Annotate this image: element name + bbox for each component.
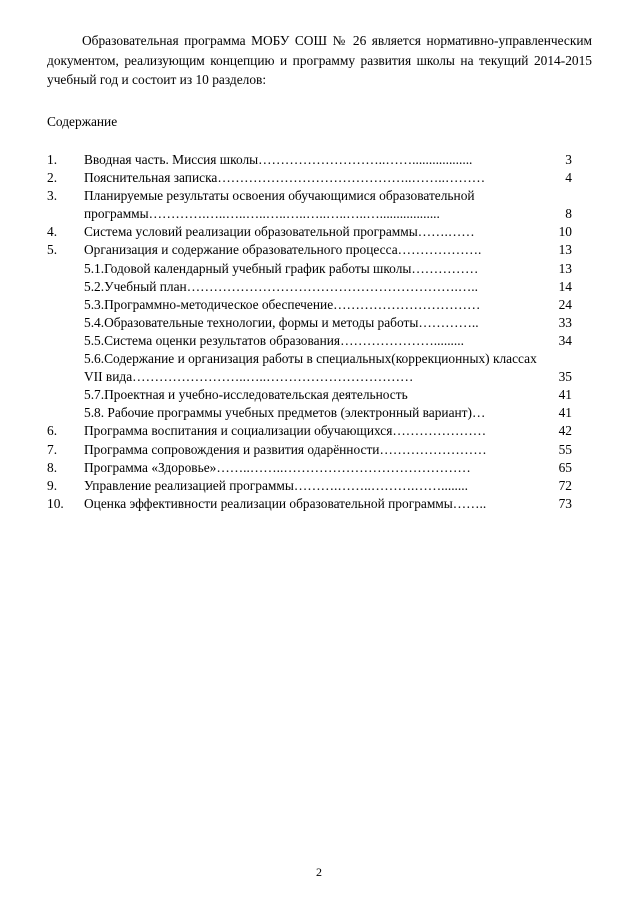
toc-entry-number: 8.: [47, 459, 58, 475]
toc-entry-page: 13: [558, 260, 572, 276]
toc-entry-number: 10.: [47, 495, 64, 511]
toc-entry-title: Программа сопровождения и развития одарённости……………………: [84, 441, 487, 457]
toc-entry-page: 4: [565, 170, 572, 186]
toc-entry-page: 8: [565, 206, 572, 222]
toc-entry-title: Организация и содержание образовательного процесса……………….: [84, 242, 482, 258]
toc-entry-title: 5.2.Учебный план…………………………………………………….…..: [84, 278, 478, 294]
toc-entry: [47, 169, 592, 187]
toc-entry-page: 35: [558, 369, 572, 385]
toc-entry-title: Управление реализацией программы……….……..……….……........: [84, 477, 468, 493]
toc-entry: [47, 241, 592, 259]
toc-entry-page: 42: [558, 423, 572, 439]
toc-entry-title: Система условий реализации образовательной программы…….……: [84, 224, 475, 240]
toc-subentry: [47, 386, 592, 404]
toc-entry-page: 10: [558, 224, 572, 240]
toc-entry: [47, 187, 592, 223]
toc-subentry: [47, 278, 592, 296]
toc-entry-title: 5.6.Содержание и организация работы в специальных(коррекционных) классах VII вида……………………..…..……………………………: [84, 351, 537, 385]
page-number: 2: [316, 865, 322, 879]
toc-entry: [47, 477, 592, 495]
toc-entry-title: 5.4.Образовательные технологии, формы и методы работы…………..: [84, 314, 479, 330]
toc-entry-page: 14: [558, 278, 572, 294]
toc-subentry: [47, 332, 592, 350]
toc-subentry: [47, 350, 592, 386]
toc-entry-number: 6.: [47, 423, 58, 439]
toc-entry-page: 73: [558, 495, 572, 511]
toc-entry: [47, 459, 592, 477]
toc-entry-title: Программа «Здоровье»……..……..……………………………………: [84, 459, 471, 475]
toc-entry-page: 41: [558, 387, 572, 403]
intro-paragraph: Образовательная программа МОБУ СОШ № 26 является нормативно-управленческим документом, реализующим концепцию и программу развития школы на текущий 2014-2015 учебный год и состоит из 10 разделов:: [47, 33, 592, 87]
toc-entry-number: 4.: [47, 224, 58, 240]
toc-entry: [47, 151, 592, 169]
toc-entry-number: 5.: [47, 242, 58, 258]
toc-entry-number: 2.: [47, 170, 58, 186]
toc-subentry: [47, 404, 592, 422]
table-of-contents: [47, 151, 592, 513]
toc-entry-page: 24: [558, 296, 572, 312]
toc-entry-title: Планируемые результаты освоения обучающимися образовательной программы………….…..…..…..…..…..…..…..…..…..................: [84, 188, 475, 222]
toc-entry-title: 5.5.Система оценки результатов образования………………….........: [84, 332, 464, 348]
toc-entry-title: 5.8. Рабочие программы учебных предметов (электронный вариант)…: [84, 405, 486, 421]
toc-entry-title: 5.3.Программно-методическое обеспечение……………………………: [84, 296, 481, 312]
toc-entry: [47, 495, 592, 513]
toc-entry-title: Программа воспитания и социализации обучающихся…………………: [84, 423, 487, 439]
toc-entry-page: 55: [558, 441, 572, 457]
toc-entry: [47, 441, 592, 459]
toc-heading: Содержание: [47, 114, 118, 129]
toc-entry-number: 1.: [47, 152, 58, 167]
toc-entry-page: 65: [558, 459, 572, 475]
toc-entry-title: 5.7.Проектная и учебно-исследовательская деятельность: [84, 387, 408, 403]
toc-entry-page: 13: [558, 242, 572, 258]
toc-entry-title: Вводная часть. Миссия школы………………………..……..................: [84, 152, 473, 167]
toc-entry-number: 3.: [47, 188, 58, 204]
toc-entry-title: Оценка эффективности реализации образовательной программы……..: [84, 495, 487, 511]
toc-entry-number: 7.: [47, 441, 58, 457]
toc-entry-title: Пояснительная записка……………………………………..……..………: [84, 170, 486, 186]
toc-subentry: [47, 314, 592, 332]
toc-entry: [47, 422, 592, 440]
toc-entry-title: 5.1.Годовой календарный учебный график работы школы……………: [84, 260, 479, 276]
toc-entry-page: 3: [565, 152, 572, 167]
toc-subentry: [47, 296, 592, 314]
toc-entry-page: 72: [558, 477, 572, 493]
toc-entry-number: 9.: [47, 477, 58, 493]
toc-entry: [47, 223, 592, 241]
toc-entry-page: 33: [558, 314, 572, 330]
toc-entry-page: 34: [558, 332, 572, 348]
toc-subentry: [47, 260, 592, 278]
toc-entry-page: 41: [558, 405, 572, 421]
